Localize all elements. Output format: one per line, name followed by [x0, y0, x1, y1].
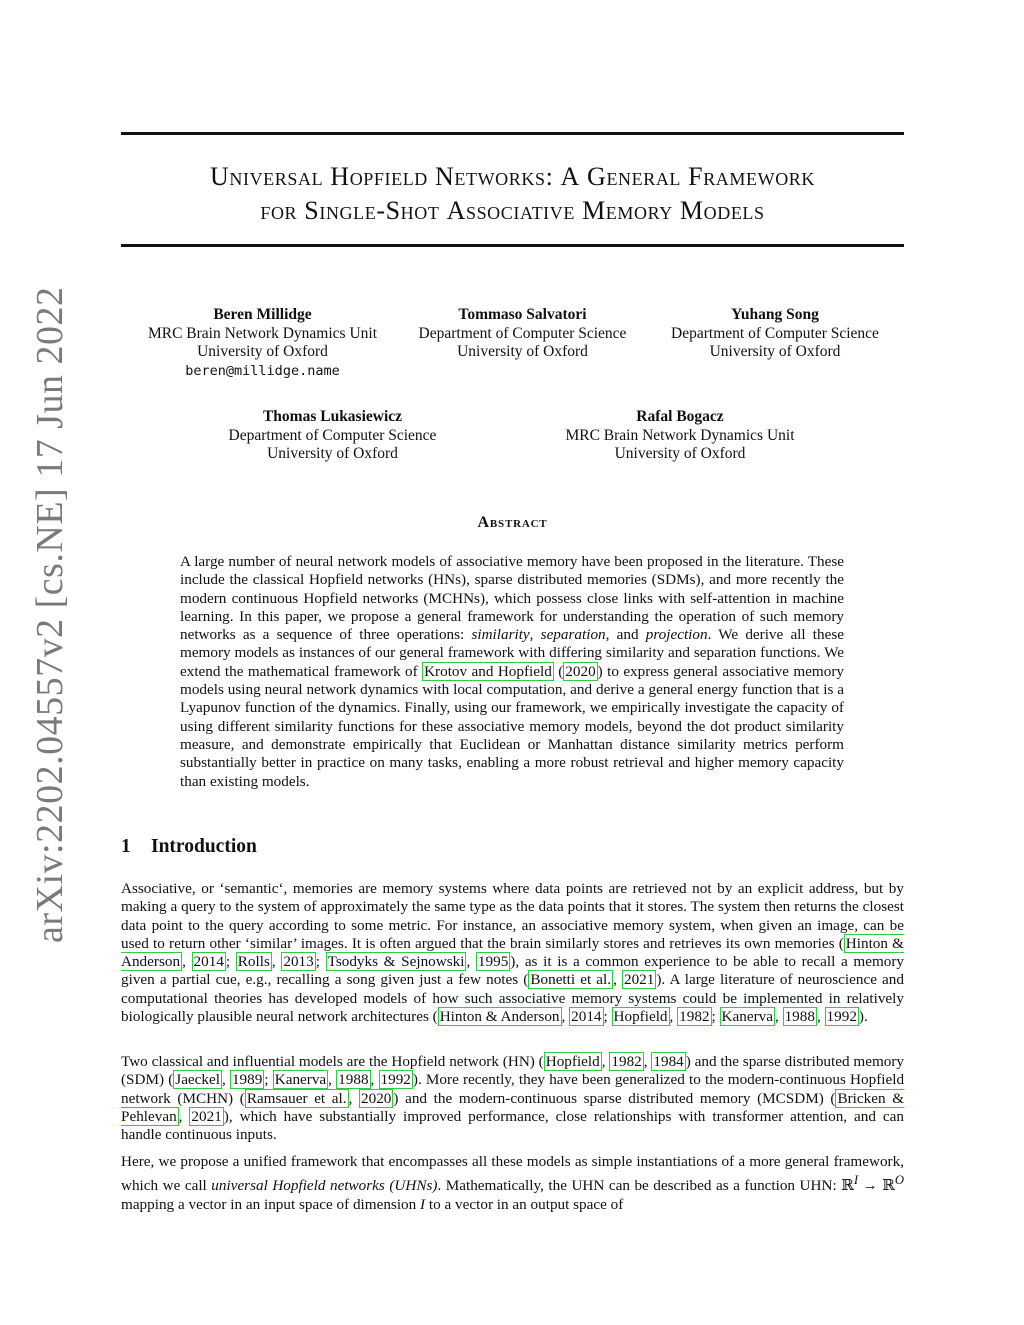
author-name: Rafal Bogacz — [636, 408, 724, 425]
citation-link[interactable]: Hopfield — [545, 1053, 600, 1070]
citation-link[interactable]: 1982 — [679, 1008, 710, 1026]
citation-link[interactable]: Tsodyks & Sejnowski — [327, 953, 465, 971]
intro-paragraph-1: Associative, or ‘semantic‘, memories are memory systems where data points are retrieved not by an explicit address, but by making a query to the system of approximately the same type as the data points that it stores. The system then returns the closest data point to the query according to some metric. For instance, an associative memory system, when given an image, can be used to return other ‘similar’ images. It is often argued that the brain similarly stores and retrieves its own memories ( Hinton & Anderson , 2014 ; Rolls , 2013 ; Tsodyks & Sejnowski , 1995 ), as it is a common experience to be able to recall a memory given a partial cue, e.g., recalling a song given just a few notes ( Bonetti et al. , 2021 ). A large literature of neuroscience and computational theories has developed models of how such associative memory systems could be implemented in relatively biologically plausible neural network architectures ( Hinton & Anderson , 2014 ; Hopfield , 1982 ; Kanerva , 1988 , 1992 ). — [121, 880, 904, 1026]
citation-link[interactable]: 1995 — [477, 953, 509, 971]
citation-link[interactable]: 2021 — [623, 971, 655, 989]
author-name: Beren Millidge — [213, 306, 312, 323]
section-heading-introduction — [121, 836, 257, 858]
citation-link[interactable]: Hopfield — [613, 1008, 668, 1026]
citation-link[interactable]: 1992 — [826, 1008, 857, 1026]
arxiv-identifier-sidebar: arXiv:2202.04557v2 [cs.NE] 17 Jun 2022 — [29, 286, 71, 943]
author-block — [200, 408, 465, 464]
title-line-1: Universal Hopfield Networks: A General Framework — [209, 162, 816, 191]
citation-link[interactable]: 1989 — [231, 1071, 263, 1089]
citation-link[interactable]: 1988 — [784, 1008, 815, 1026]
citation-link[interactable]: 1984 — [653, 1053, 684, 1070]
author-affiliation: MRC Brain Network Dynamics Unit — [565, 426, 795, 444]
author-affiliation: MRC Brain Network Dynamics Unit — [147, 324, 378, 342]
author-name: Yuhang Song — [731, 306, 819, 323]
paper-title — [121, 160, 904, 228]
citation-link[interactable]: 2013 — [283, 953, 314, 971]
citation-link[interactable]: Rolls — [237, 953, 270, 971]
citation-link[interactable]: Krotov and Hopfield — [424, 662, 552, 680]
title-rule-top — [121, 132, 904, 135]
citation-link[interactable]: 1982 — [611, 1053, 642, 1070]
title-line-2: for Single-Shot Associative Memory Models — [260, 196, 765, 225]
citation-link[interactable]: Bricken & Pehlevan — [121, 1089, 905, 1125]
author-block — [650, 306, 900, 362]
author-institution: University of Oxford — [457, 343, 588, 360]
math-input-space: ℝ$^I$ — [841, 1173, 859, 1195]
author-email[interactable]: beren@millidge.name — [185, 362, 340, 379]
citation-link[interactable]: Hinton & Anderson — [439, 1008, 560, 1026]
author-institution: University of Oxford — [197, 343, 328, 360]
author-affiliation: Department of Computer Science — [418, 324, 627, 342]
citation-link[interactable]: Jaeckel — [175, 1071, 220, 1089]
abstract-heading: Abstract — [477, 514, 548, 531]
citation-link[interactable]: 1988 — [338, 1071, 369, 1089]
author-institution: University of Oxford — [614, 445, 746, 462]
citation-link[interactable]: 2021 — [191, 1107, 222, 1125]
section-title: Introduction — [151, 836, 257, 857]
author-affiliation: Department of Computer Science — [671, 324, 879, 342]
abstract-text: A large number of neural network models of associative memory have been proposed in the literature. These include the classical Hopfield networks (HNs), sparse distributed memories (SDMs), and more recently the modern continuous Hopfield networks (MCHNs), which possess close links with self-attention in machine learning. In this paper, we propose a general framework for understanding the operation of such memory networks as a sequence of three operations: similarity, separation, and projection. We derive all these memory models as instances of our general framework with differing similarity and separation functions. We extend the mathematical framework of Krotov and Hopfield ( 2020 ) to express general associative memory models using neural network dynamics with local computation, and derive a general energy function that is a Lyapunov function of the dynamics. Finally, using our framework, we empirically investigate the capacity of using different similarity functions for these associative memory models, beyond the dot product similarity measure, and demonstrate empirically that Euclidean or Manhattan distance similarity metrics perform substantially better in practice on many tasks, enabling a more robust retrieval and higher memory capacity than existing models. — [180, 553, 845, 790]
citation-link[interactable]: Bonetti et al. — [530, 971, 612, 989]
author-name: Tommaso Salvatori — [458, 306, 587, 323]
author-institution: University of Oxford — [267, 445, 398, 462]
intro-paragraph-2: Two classical and influential models are the Hopfield network (HN) ( Hopfield , 1982 , 1984 ) and the sparse distributed memory (SDM) ( Jaeckel , 1989 ; Kanerva , 1988 , 1992 ). More recently, they have been generalized to the modern-continuous Hopfield network (MCHN) ( Ramsauer et al. , 2020 ) and the modern-continuous sparse distributed memory (MCSDM) ( Bricken & Pehlevan , 2021 ), which have substantially improved performance, close relationships with transformer attention, and can handle continuous inputs. — [121, 1053, 905, 1144]
author-block — [130, 306, 395, 380]
citation-link[interactable]: 2020 — [565, 662, 596, 680]
author-block — [540, 408, 820, 464]
title-rule-bottom — [121, 244, 904, 247]
citation-link[interactable]: Hinton & Anderson — [121, 934, 904, 971]
math-output-space: ℝ$^O$ — [882, 1173, 905, 1195]
section-number: 1 — [121, 836, 131, 857]
intro-paragraph-3: Here, we propose a unified framework that encompasses all these models as simple instantiations of a more general framework, which we call universal Hopfield networks (UHNs). Mathematically, the UHN can be described as a function UHN: ℝ$^I$ → ℝ$^O$ mapping a vector in an input space of dimension I to a vector in an output space of — [121, 1153, 905, 1213]
citation-link[interactable]: 2020 — [361, 1089, 392, 1107]
citation-link[interactable]: 2014 — [193, 953, 224, 971]
citation-link[interactable]: Kanerva — [721, 1008, 773, 1026]
citation-link[interactable]: 1992 — [380, 1071, 411, 1089]
author-block — [400, 306, 645, 362]
citation-link[interactable]: Kanerva — [274, 1071, 327, 1089]
citation-link[interactable]: Ramsauer et al. — [246, 1089, 347, 1107]
citation-link[interactable]: 2014 — [571, 1008, 602, 1026]
author-institution: University of Oxford — [709, 343, 841, 360]
author-name: Thomas Lukasiewicz — [262, 408, 403, 425]
author-affiliation: Department of Computer Science — [228, 426, 437, 444]
